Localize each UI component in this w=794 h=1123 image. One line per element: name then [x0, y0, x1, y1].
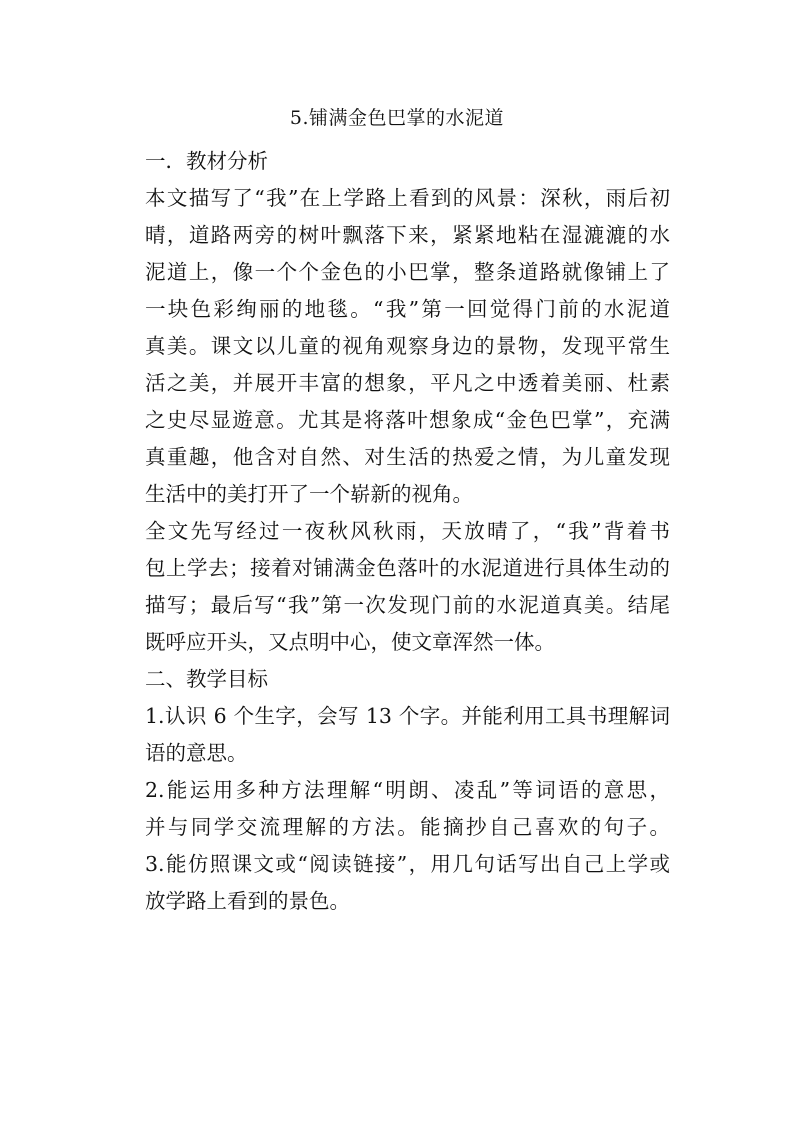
section-heading-analysis: 一．教材分析: [145, 149, 268, 173]
goal-line: 1.认识 6 个生字，会写 13 个字。并能利用工具书理解词: [145, 704, 670, 728]
document-body: [145, 143, 670, 920]
goal-line: 2.能运用多种方法理解“明朗、凌乱”等词语的意思，: [145, 778, 670, 802]
paragraph-line: 之史尽显遊意。尤其是将落叶想象成“金色巴掌”，充满: [145, 408, 670, 432]
paragraph-line: 描写；最后写“我”第一次发现门前的水泥道真美。结尾: [145, 593, 670, 617]
paragraph-line: 真美。课文以儿童的视角观察身边的景物，发现平常生: [145, 334, 670, 358]
goal-line: 放学路上看到的景色。: [145, 889, 350, 913]
paragraph-line: 泥道上，像一个个金色的小巴掌，整条道路就像铺上了: [145, 260, 670, 284]
paragraph-line: 本文描写了“我”在上学路上看到的风景：深秋，雨后初: [145, 186, 670, 210]
goal-line: 语的意思。: [145, 741, 248, 765]
goal-line: 3.能仿照课文或“阅读链接”，用几句话写出自己上学或: [145, 852, 670, 876]
section-heading-goals: 二、教学目标: [145, 667, 268, 691]
paragraph-line: 真重趣，他含对自然、对生活的热爱之情，为儿童发现: [145, 445, 670, 469]
paragraph-line: 包上学去；接着对铺满金色落叶的水泥道进行具体生动的: [145, 556, 670, 580]
paragraph-line: 晴，道路两旁的树叶飘落下来，紧紧地粘在湿漉漉的水: [145, 223, 670, 247]
paragraph-line: 一块色彩绚丽的地毯。“我”第一回觉得门前的水泥道: [145, 297, 670, 321]
paragraph-line: 全文先写经过一夜秋风秋雨，天放晴了，“我”背着书: [145, 519, 670, 543]
goal-line: 并与同学交流理解的方法。能摘抄自己喜欢的句子。: [145, 815, 670, 839]
paragraph-line: 既呼应开头，又点明中心，使文章浑然一体。: [145, 630, 555, 654]
document-title: 5.铺满金色巴掌的水泥道: [289, 107, 505, 129]
paragraph-line: 生活中的美打开了一个崭新的视角。: [145, 482, 473, 506]
paragraph-line: 活之美，并展开丰富的想象，平凡之中透着美丽、杜素: [145, 371, 670, 395]
